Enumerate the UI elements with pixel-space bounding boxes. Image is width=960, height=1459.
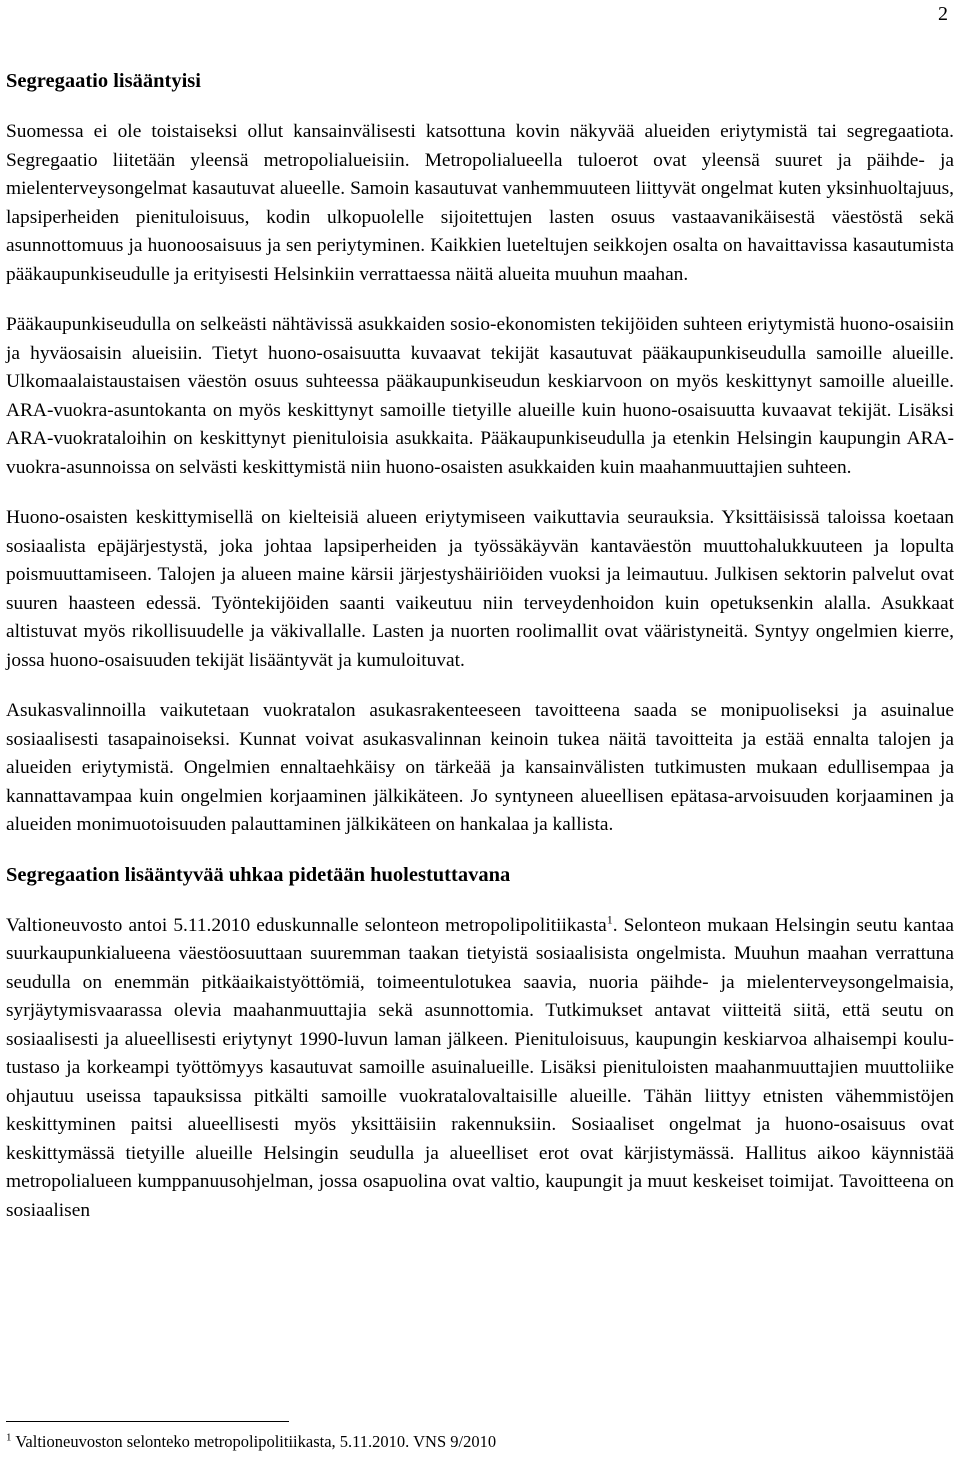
document-body bbox=[6, 68, 954, 1225]
paragraph: Huono-osaisten keskittymisellä on kielteisiä alueen eriytymiseen vaikuttavia seurauksia. Yksittäisissä taloissa koetaan sosiaalista epäjärjestystä, joka johtaa lapsiperheiden ja työssäkäyvän kantaväestön muuttohalukkuuteen ja lopulta poismuuttamiseen. Talojen ja alueen maine kärsii järjestyshäiriöiden vuoksi ja leimautuu. Julkisen sektorin palvelut ovat suuren haasteen edessä. Työntekijöiden saanti vaikeutuu niin terveydenhoidon kuin opetuksenkin alalla. Asukkaat altistuvat myös rikollisuudelle ja väkivallalle. Lasten ja nuorten roolimallit ovat vääristyneitä. Syntyy ongelmien kierre, jossa huono-osaisuuden tekijät lisääntyvät ja kumuloituvat. bbox=[6, 507, 954, 671]
footnote-number: 1 bbox=[6, 1431, 12, 1444]
paragraph: Suomessa ei ole toistaiseksi ollut kansainvälisesti katsottuna kovin näkyvää alueiden eriytymistä tai segregaatiota. Segregaatio liitetään yleensä metropolialueisiin. Metropolialueella tuloerot ovat yleensä suuret ja päihde- ja mielenterveysongelmat kasautuvat alueelle. Samoin kasautuvat vanhemmuuteen liittyvät ongelmat kuten yksinhuoltajuus, lapsiperheiden pienituloisuus, kodin ulkopuolelle sijoitettujen lasten osuus vastaavanikäisestä väestöstä sekä asunnottomuus ja huonoosaisuus ja sen periytyminen. Kaikkien lueteltujen seikkojen osalta on havaittavissa kasautumista pääkaupunkiseudulle ja erityisesti Helsinkiin verrattaessa näitä alueita muuhun maahan. bbox=[6, 121, 954, 285]
section-heading: Segregaation lisääntyvää uhkaa pidetään huolestuttavana bbox=[6, 863, 511, 886]
section-segregaatio-lisaantyisi bbox=[6, 68, 954, 840]
footnote-reference[interactable]: 1 bbox=[606, 912, 613, 927]
paragraph-text: Valtioneuvosto antoi 5.11.2010 eduskunnalle selonteon metropolipolitiikasta bbox=[6, 914, 607, 936]
paragraph-text: . Selonteon mukaan Helsingin seutu kantaa suurkaupunkialueena väestöosuuttaan suuremman taakan tietyistä sosiaalisista ongelmista. Muuhun maahan verrattuna seudulla on enemmän pitkäaikaistyöttömiä, toimeentulotukea saavia, nuoria päihde- ja mielenterveysongelmaisia, syrjäytymisvaarassa olevia maahanmuuttajia sekä asunnottomia. Tutkimukset antavat viitteitä siitä, että seutu on sosiaalisesti ja alueellisesti eriytynyt 1990-luvun laman jälkeen. Pienituloisuus, kaupungin keskiarvoa alhaisempi koulutustaso ja korkeampi työttömyys kasautuvat samoille asuinalueille. Lisäksi pienituloisten maahanmuuttajien muuttoliike ohjautuu useissa tapauksissa pitkälti samoille vuokratalovaltaisille alueille. Tähän liittyy etnisten vähemmistöjen keskittyminen paitsi alueellisesti myös yksittäisiin rakennuksiin. Sosiaaliset ongelmat ja huono-osaisuus ovat keskittymässä tietyille alueille Helsingin seudulla ja alueelliset erot ovat kärjistymässä. Hallitus aikoo käynnistää metropolialueen kumppanuusohjelman, jossa osapuolina ovat valtio, kaupungit ja muut keskeiset toimijat. Tavoitteena on sosiaalisen bbox=[6, 914, 954, 1221]
section-heading: Segregaatio lisääntyisi bbox=[6, 70, 201, 92]
footnote bbox=[6, 1431, 496, 1453]
paragraph: Asukasvalinnoilla vaikutetaan vuokratalon asukasrakenteeseen tavoitteena saada se monipuoliseksi ja asuinalue sosiaalisesti tasapainoiseksi. Kunnat voivat asukasvalinnan keinoin tukea näitä tavoitteita ja estää ennalta talojen ja alueiden eriytymistä. Ongelmien ennaltaehkäisy on tärkeää ja kansainvälisten tutkimusten mukaan edullisempaa ja kannattavampaa kuin ongelmien korjaaminen jälkikäteen. Jo syntyneen alueellisen epätasa-arvoisuuden korjaaminen ja alueiden monimuotoisuuden palauttaminen jälkikäteen on hankalaa ja kallista. bbox=[6, 700, 954, 835]
footnote-divider bbox=[6, 1421, 289, 1422]
section-segregaation-uhka bbox=[6, 862, 954, 1226]
page-number: 2 bbox=[938, 3, 948, 25]
footnote-text: Valtioneuvoston selonteko metropolipolitiikasta, 5.11.2010. VNS 9/2010 bbox=[11, 1432, 497, 1451]
paragraph: Pääkaupunkiseudulla on selkeästi nähtävissä asukkaiden sosio-ekonomisten tekijöiden suhteen eriytymistä huono-osaisiin ja hyväosaisin alueisiin. Tietyt huono-osaisuutta kuvaavat tekijät kasautuvat pääkaupunkiseudulla samoille alueille. Ulkomaalaistaustaisen väestön osuus suhteessa pääkaupunkiseudun keskiarvoon on myös keskittynyt samoille alueille. ARA-vuokra-asuntokanta on myös keskittynyt samoille tietyille alueille kuin huono-osaisuutta kuvaavat tekijät. Lisäksi ARA-vuokrataloihin on keskittynyt pienituloisia asukkaita. Pääkaupunkiseudulla ja etenkin Helsingin kaupungin ARA-vuokra-asunnoissa on selvästi keskittymistä niin huono-osaisten asukkaiden kuin maahanmuuttajien suhteen. bbox=[6, 314, 954, 478]
paragraph bbox=[6, 912, 954, 1226]
